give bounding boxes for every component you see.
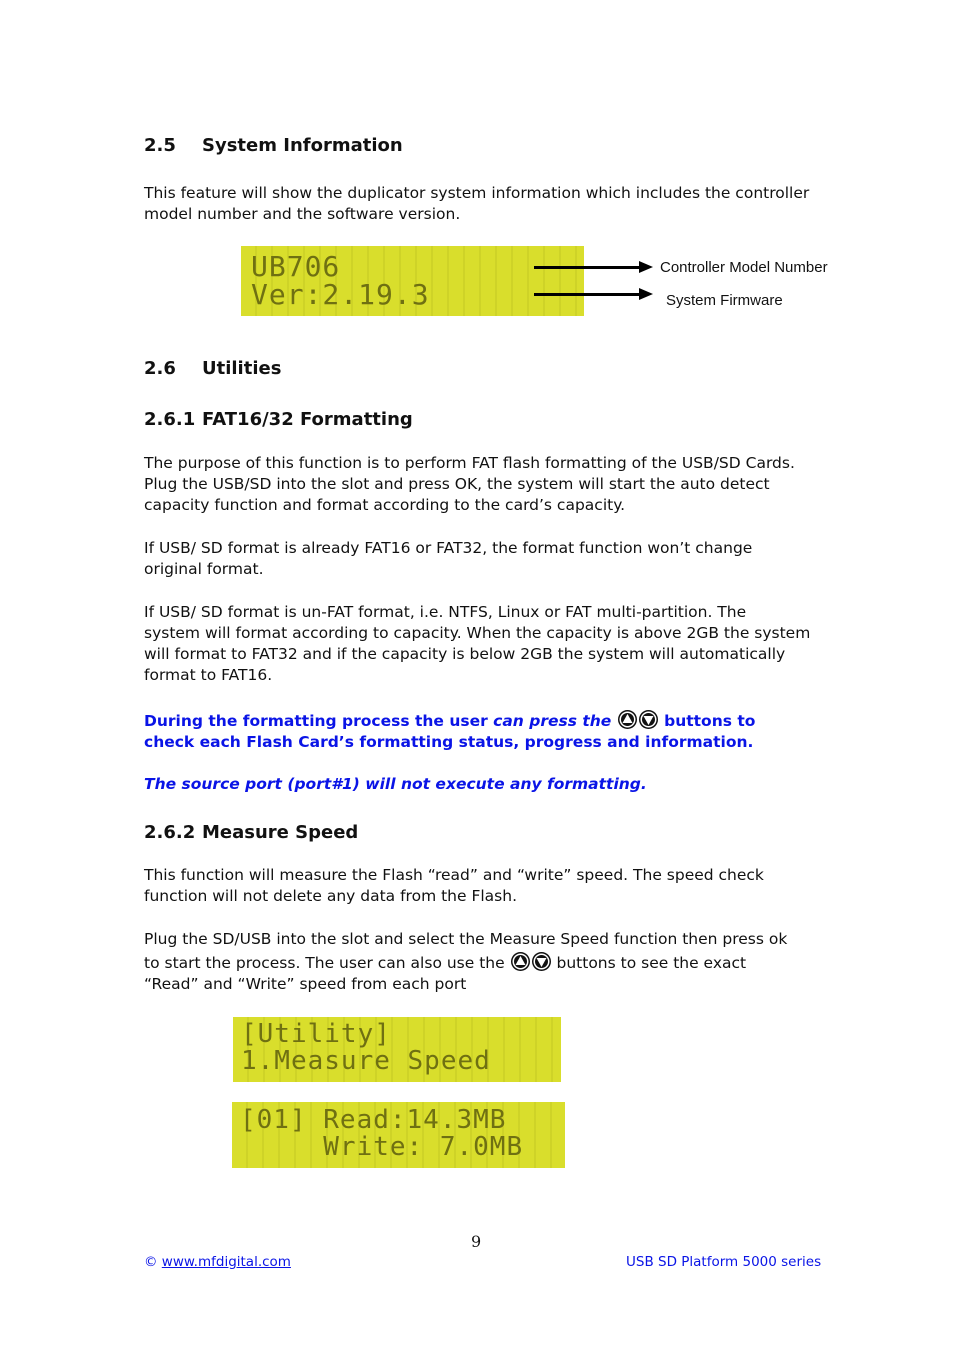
lcd-line: [01] Read:14.3MB — [240, 1105, 507, 1135]
heading-number: 2.6.1 — [144, 409, 196, 430]
note-line — [144, 710, 844, 732]
source-port-note — [144, 774, 647, 795]
paragraph-text: to start the process. The user can also use the — [144, 954, 510, 972]
paragraph-line: This function will measure the Flash “read” and “write” speed. The speed check — [144, 866, 764, 884]
lcd-line-model: UB706 — [251, 250, 341, 283]
footer-product: USB SD Platform 5000 series — [626, 1254, 822, 1270]
arrow-firmware — [534, 293, 640, 296]
lcd-line: Write: 7.0MB — [240, 1132, 524, 1162]
heading-title: FAT16/32 Formatting — [202, 409, 413, 430]
heading-title: Measure Speed — [202, 822, 359, 843]
up-arrow-button-icon — [511, 952, 530, 971]
heading-number: 2.6.2 — [144, 822, 196, 843]
lcd-line: [Utility] — [241, 1019, 391, 1049]
heading-2-6 — [144, 358, 281, 379]
copyright-symbol: © — [144, 1254, 158, 1270]
down-arrow-button-icon — [532, 952, 551, 971]
note-text: During the formatting process the user — [144, 712, 494, 730]
paragraph-line: function will not delete any data from the Flash. — [144, 887, 518, 905]
arrow-model — [534, 266, 640, 269]
paragraph-line: original format. — [144, 560, 264, 578]
paragraph-line: Plug the SD/USB into the slot and select the Measure Speed function then press ok — [144, 930, 788, 948]
paragraph-line: The purpose of this function is to perform FAT flash formatting of the USB/SD Cards. — [144, 454, 795, 472]
note-line: check each Flash Card’s formatting status, progress and information. — [144, 733, 754, 751]
paragraph-line — [144, 952, 844, 974]
heading-title: System Information — [202, 135, 403, 156]
callout-model-number: Controller Model Number — [660, 259, 828, 276]
measure-paragraph-2 — [144, 929, 844, 995]
callout-system-firmware: System Firmware — [666, 292, 783, 309]
paragraph-line: model number and the software version. — [144, 205, 461, 223]
heading-2-6-1 — [144, 409, 413, 430]
lcd-utility-menu — [233, 1017, 561, 1082]
down-arrow-button-icon — [639, 710, 658, 729]
note-text: buttons to — [658, 712, 756, 730]
arrow-head-icon — [639, 261, 653, 273]
paragraph-line: will format to FAT32 and if the capacity is below 2GB the system will automatically — [144, 645, 786, 663]
lcd-line-version: Ver:2.19.3 — [251, 278, 430, 311]
note-text-italic: can press the — [493, 712, 612, 730]
heading-2-5 — [144, 135, 403, 156]
arrow-head-icon — [639, 288, 653, 300]
note-text-italic: The source port (port#1) will not execute any formatting. — [144, 775, 647, 793]
heading-number: 2.5 — [144, 135, 176, 156]
paragraph-line: If USB/ SD format is already FAT16 or FAT32, the format function won’t change — [144, 539, 753, 557]
paragraph-line: “Read” and “Write” speed from each port — [144, 975, 467, 993]
lcd-system-info — [241, 246, 584, 316]
up-arrow-button-icon — [618, 710, 637, 729]
paragraph-line: If USB/ SD format is un-FAT format, i.e. NTFS, Linux or FAT multi-partition. The — [144, 603, 747, 621]
paragraph-line: format to FAT16. — [144, 666, 273, 684]
footer-left — [144, 1254, 291, 1270]
lcd-speed-result — [232, 1102, 565, 1168]
heading-number: 2.6 — [144, 358, 176, 379]
lcd-line: 1.Measure Speed — [241, 1046, 491, 1076]
heading-title: Utilities — [202, 358, 282, 379]
paragraph-text: buttons to see the exact — [551, 954, 747, 972]
system-info-paragraph — [144, 183, 844, 225]
paragraph-line: system will format according to capacity. When the capacity is above 2GB the system — [144, 624, 811, 642]
paragraph-line: Plug the USB/SD into the slot and press OK, the system will start the auto detect — [144, 475, 770, 493]
formatting-paragraph-1 — [144, 453, 824, 516]
heading-2-6-2 — [144, 822, 358, 843]
formatting-paragraph-2 — [144, 538, 824, 580]
paragraph-line: This feature will show the duplicator system information which includes the controller — [144, 184, 810, 202]
measure-paragraph-1 — [144, 865, 824, 907]
paragraph-line: capacity function and format according to the card’s capacity. — [144, 496, 626, 514]
page-number: 9 — [471, 1232, 482, 1251]
formatting-note — [144, 710, 844, 753]
website-link[interactable]: www.mfdigital.com — [161, 1254, 291, 1270]
formatting-paragraph-3 — [144, 602, 824, 686]
